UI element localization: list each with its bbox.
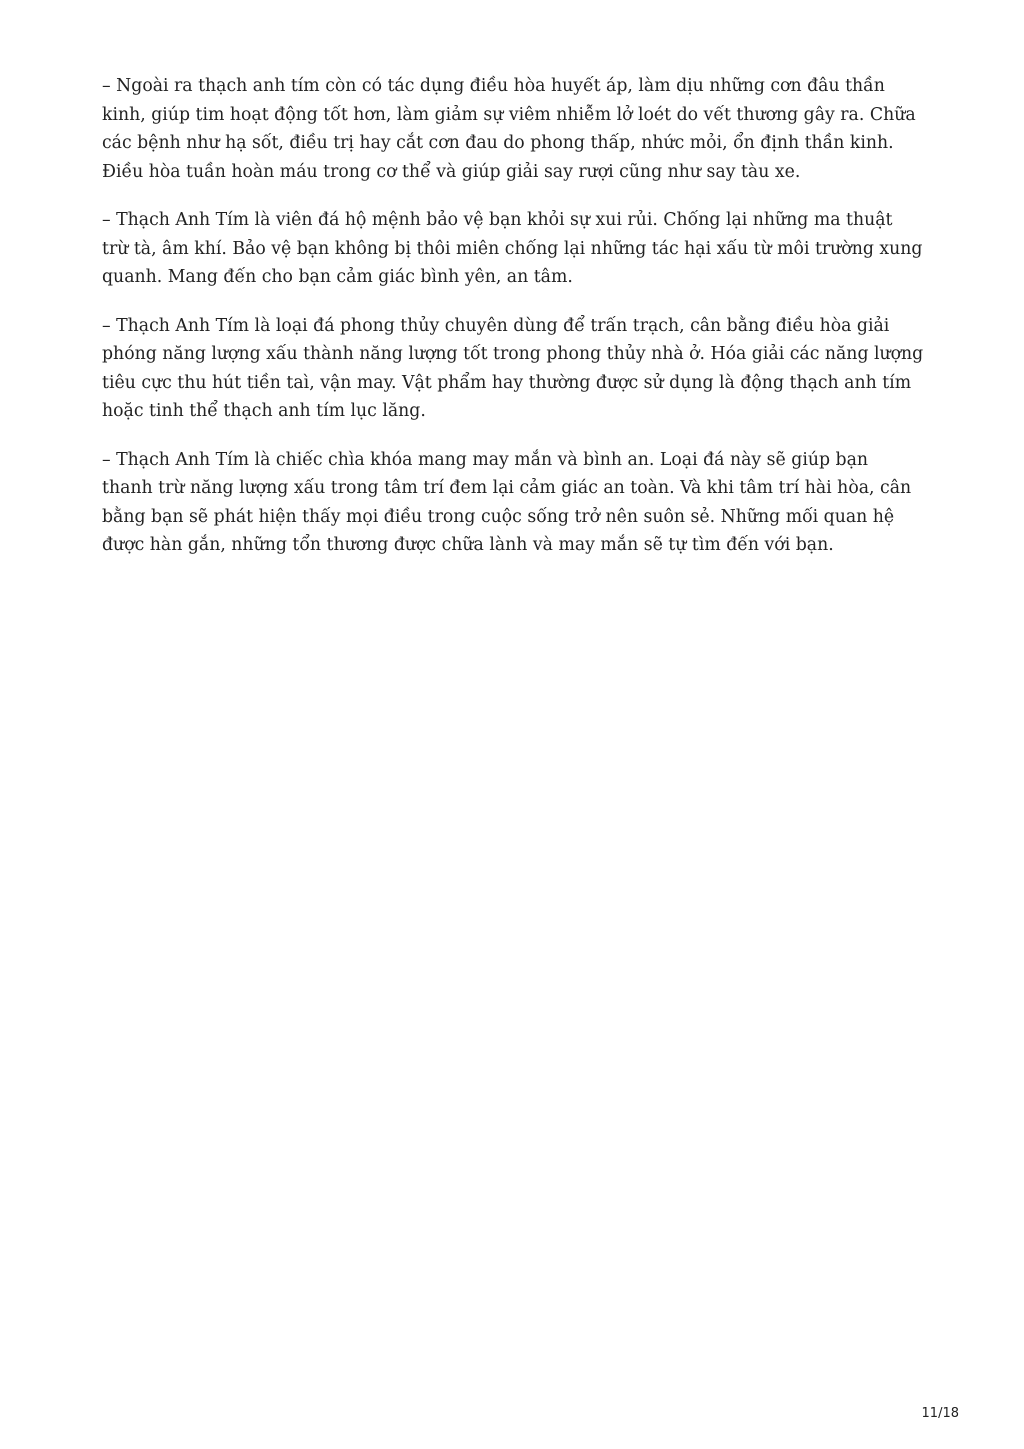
paragraph: – Thạch Anh Tím là viên đá hộ mệnh bảo vệ bạn khỏi sự xui rủi. Chống lại những ma thuật trừ tà, âm khí. Bảo vệ bạn không bị thôi miên chống lại những tác hại xấu từ môi trường xung quanh. Mang đến cho bạn cảm giác bình yên, an tâm.	[102, 210, 923, 287]
paragraph: – Thạch Anh Tím là loại đá phong thủy chuyên dùng để trấn trạch, cân bằng điều hòa giải phóng năng lượng xấu thành năng lượng tốt trong phong thủy nhà ở. Hóa giải các năng lượng tiêu cực thu hút tiền taì, vận may. Vật phẩm hay thường được sử dụng là động thạch anh tím hoặc tinh thể thạch anh tím lục lăng.	[102, 315, 924, 421]
paragraph: – Thạch Anh Tím là chiếc chìa khóa mang may mắn và bình an. Loại đá này sẽ giúp bạn thanh trừ năng lượng xấu trong tâm trí đem lại cảm giác an toàn. Và khi tâm trí hài hòa, cân bằng bạn sẽ phát hiện thấy mọi điều trong cuộc sống trở nên suôn sẻ. Những mối quan hệ được hàn gắn, những tổn thương được chữa lành và may mắn sẽ tự tìm đến với bạn.	[102, 449, 912, 555]
page-number: 11/18	[921, 1406, 959, 1421]
document-body	[102, 72, 924, 580]
paragraph: – Ngoài ra thạch anh tím còn có tác dụng điều hòa huyết áp, làm dịu những cơn đâu thần kinh, giúp tim hoạt động tốt hơn, làm giảm sự viêm nhiễm lở loét do vết thương gây ra. Chữa các bệnh như hạ sốt, điều trị hay cắt cơn đau do phong thấp, nhức mỏi, ổn định thần kinh. Điều hòa tuần hoàn máu trong cơ thể và giúp giải say rượi cũng như say tàu xe.	[102, 76, 916, 182]
